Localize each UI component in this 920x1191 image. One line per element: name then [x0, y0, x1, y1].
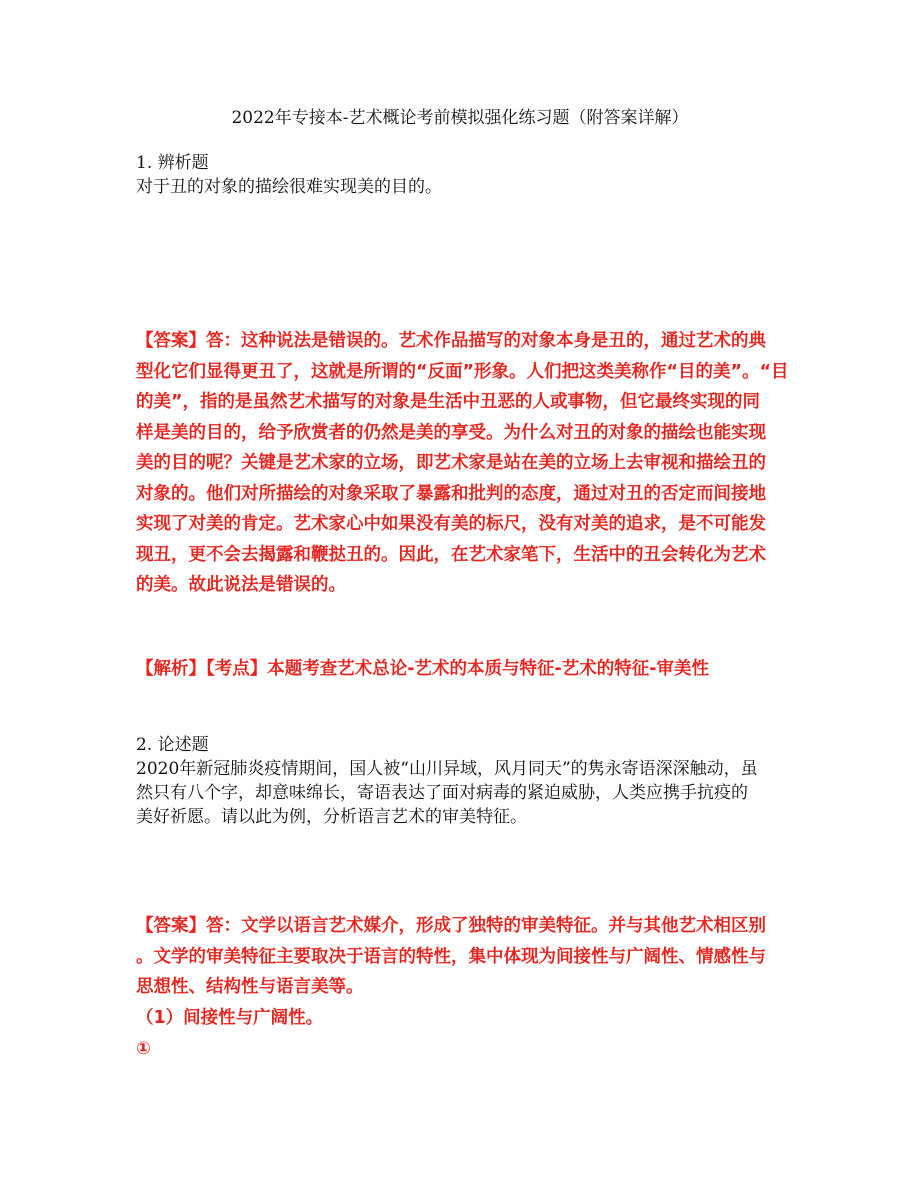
answer-2-sub-point: （1）间接性与广阔性。 [136, 1008, 324, 1028]
answer-2-sub-marker: ① [136, 1039, 151, 1059]
answer-1-line: 样是美的目的，给予欣赏者的仍然是美的享受。为什么对丑的对象的描绘也能实现 [136, 422, 766, 443]
question-1-text [136, 175, 786, 199]
answer-2-line: 。文学的审美特征主要取决于语言的特性，集中体现为间接性与广阔性、情感性与 [136, 946, 766, 967]
answer-1-line: 的美。故此说法是错误的。 [136, 575, 346, 595]
answer-1-line: 型化它们显得更丑了，这就是所谓的“反面”形象。人们把这类美称作“目的美”。“目 [136, 361, 789, 382]
answer-2-line: 【答案】答：文学以语言艺术媒介，形成了独特的审美特征。并与其他艺术相区别 [136, 916, 766, 936]
answer-1-line: 的美”，指的是虽然艺术描写的对象是生活中丑恶的人或事物，但它最终实现的同 [136, 392, 760, 412]
answer-1-line: 【答案】答：这种说法是错误的。艺术作品描写的对象本身是丑的，通过艺术的典 [136, 331, 766, 351]
question-2-text [136, 757, 786, 829]
page-title: 2022年专接本-艺术概论考前模拟强化练习题（附答案详解） [231, 108, 689, 128]
answer-1-line: 实现了对美的肯定。艺术家心中如果没有美的标尺，没有对美的追求，是不可能发 [136, 514, 766, 534]
question-2-text-line: 2020年新冠肺炎疫情期间，国人被“山川异域，风月同天”的隽永寄语深深触动，虽 [136, 759, 758, 779]
question-1-text-line: 对于丑的对象的描绘很难实现美的目的。 [136, 177, 442, 197]
question-2-text-line: 然只有八个字，却意味绵长，寄语表达了面对病毒的紧迫威胁，人类应携手抗疫的 [136, 783, 748, 803]
question-2-text-line: 美好祈愿。请以此为例，分析语言艺术的审美特征。 [136, 807, 527, 827]
question-1-answer [136, 326, 796, 601]
answer-1-line: 对象的。他们对所描绘的对象采取了暴露和批判的态度，通过对丑的否定而间接地 [136, 483, 766, 504]
question-2-heading: 2. 论述题 [136, 735, 209, 755]
answer-1-line: 美的目的呢？关键是艺术家的立场，即艺术家是站在美的立场上去审视和描绘丑的 [136, 453, 766, 473]
question-1-analysis: 【解析】【考点】本题考查艺术总论-艺术的本质与特征-艺术的特征-审美性 [136, 659, 710, 679]
question-1-heading: 1. 辨析题 [136, 153, 209, 173]
question-2-answer [136, 911, 796, 1003]
answer-1-line: 现丑，更不会去揭露和鞭挞丑的。因此，在艺术家笔下，生活中的丑会转化为艺术 [136, 544, 766, 565]
answer-2-line: 思想性、结构性与语言美等。 [136, 977, 364, 997]
